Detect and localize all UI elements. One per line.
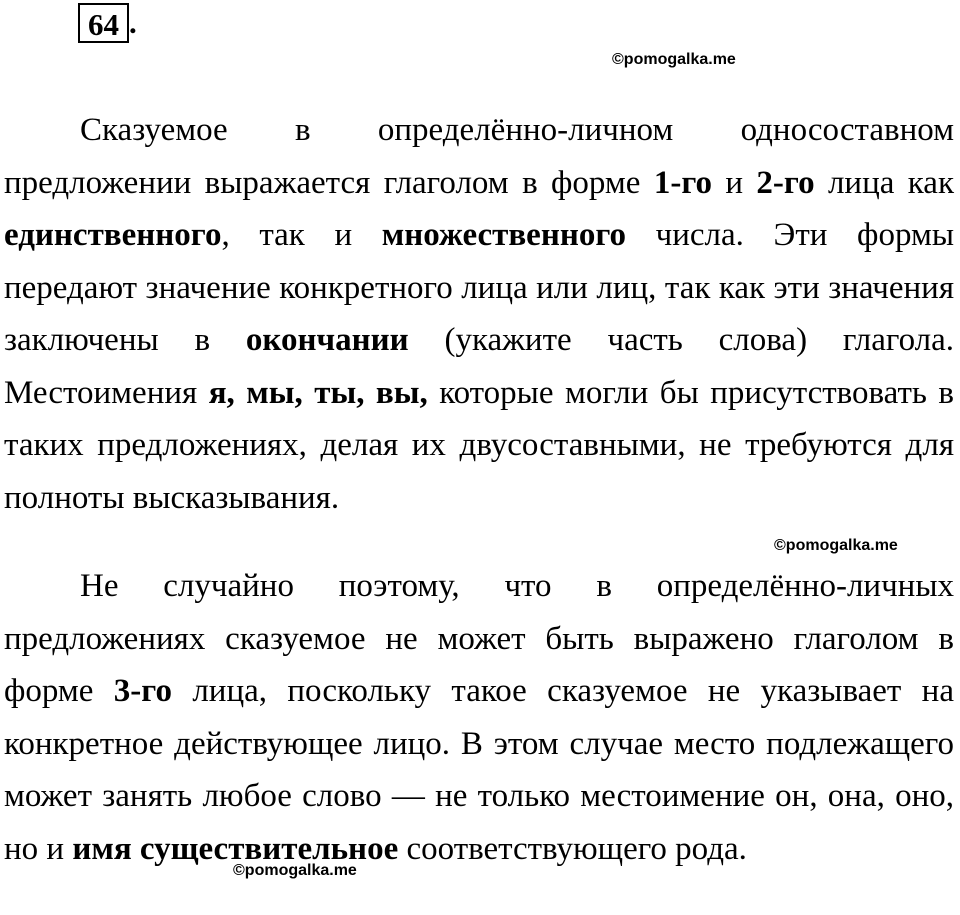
paragraph-1 [4, 104, 954, 524]
answer-bold: окончании [245, 322, 409, 358]
task-number-dot: . [129, 5, 137, 40]
answer-bold: имя существительное [72, 830, 399, 867]
watermark: ©pomogalka.me [233, 862, 357, 879]
task-number: 64 [88, 7, 119, 42]
paragraph-text: , так и [221, 217, 382, 253]
watermark: ©pomogalka.me [774, 537, 898, 554]
paragraph-text: числа. Эти формы передают значение конкретного лица или лиц, так как эти значения заключены в [4, 217, 954, 358]
paragraph-text: Не случайно поэтому, что в определённо-личных предложениях сказуемое не может быть выражено глаголом в форме [4, 568, 954, 709]
task-number-box [78, 3, 129, 43]
answer-bold: единственного [4, 217, 222, 253]
answer-bold: 3-го [113, 673, 172, 709]
answer-bold: 2-го [756, 164, 815, 201]
answer-bold: множественного [381, 217, 627, 253]
watermark: ©pomogalka.me [612, 51, 736, 68]
answer-bold: 1-го [653, 164, 712, 201]
paragraph-text: соответствующего рода. [398, 830, 747, 867]
paragraph-text: лица, поскольку такое сказуемое не указывает на конкретное действующее лицо. В этом случае место подлежащего может занять любое слово — не только местоимение он, она, оно, но и [4, 673, 954, 867]
paragraph-text: лица как [814, 164, 954, 201]
paragraph-text: которые могли бы присутствовать в таких предложениях, делая их двусоставными, не требуются для полноты высказывания. [4, 374, 954, 516]
paragraph-2 [4, 560, 954, 875]
answer-bold: я, мы, ты, вы, [208, 374, 428, 411]
paragraph-text: и [711, 164, 757, 201]
paragraph-text: (укажите часть слова) глагола. Местоимения [4, 322, 954, 411]
paragraph-text: Сказуемое в определённо-личном односоставном предложении выражается глаголом в форме [4, 112, 954, 201]
